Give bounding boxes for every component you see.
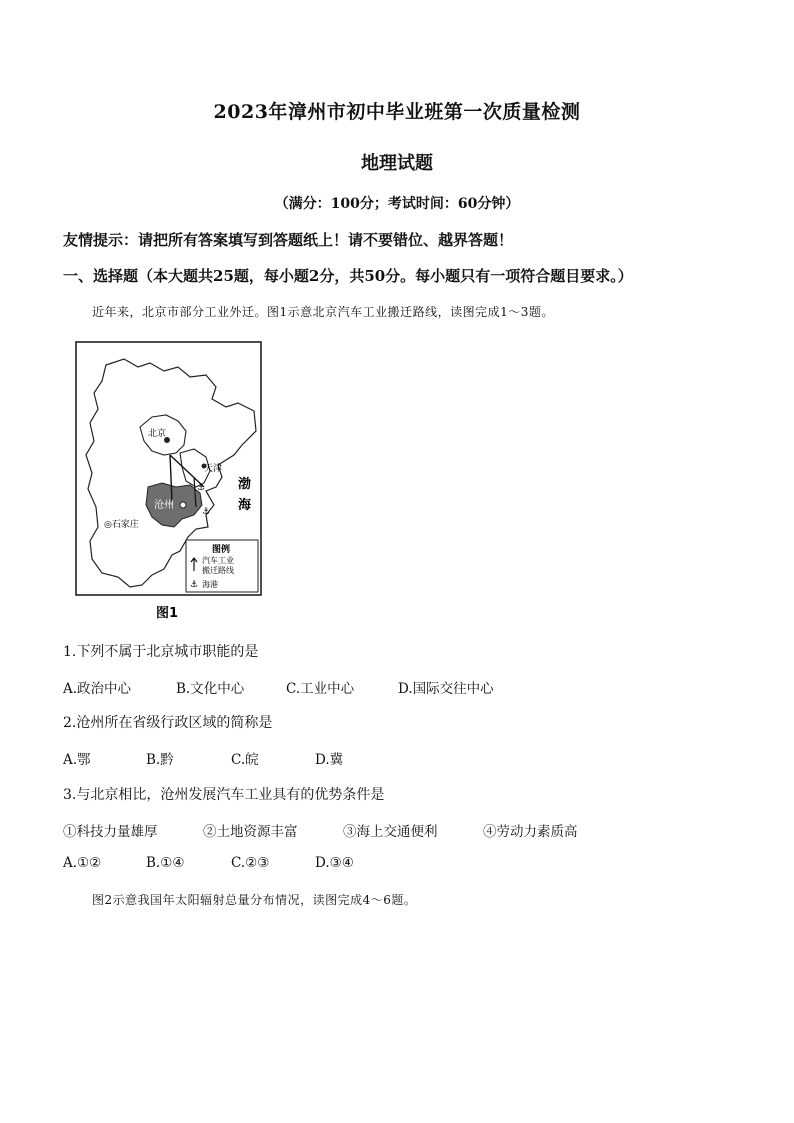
- condition-1: ①科技力量雄厚: [63, 824, 158, 840]
- figure-caption: 图1: [156, 606, 179, 621]
- shijiazhuang-label: ◎石家庄: [104, 520, 139, 530]
- option-c: C.皖: [231, 752, 259, 768]
- anchor-icon: ⚓: [190, 580, 199, 590]
- option-d: D.国际交往中心: [398, 681, 494, 697]
- question-3-options: [0, 855, 794, 875]
- question-2-options: [0, 748, 794, 768]
- option-c: C.工业中心: [286, 681, 355, 697]
- bohai-label-1: 渤: [238, 477, 252, 492]
- legend-route-line2: 搬迁路线: [202, 566, 234, 575]
- option-c: C.②③: [231, 855, 270, 871]
- condition-2: ②土地资源丰富: [203, 824, 298, 840]
- map-svg: [66, 337, 266, 627]
- intro-text-2: 图2示意我国年太阳辐射总量分布情况，读图完成4～6题。: [92, 893, 417, 907]
- condition-4: ④劳动力素质高: [483, 824, 578, 840]
- bohai-label-2: 海: [238, 498, 252, 513]
- option-d: D.冀: [315, 752, 344, 768]
- question-3-conditions: [0, 820, 794, 840]
- section-heading: 一、选择题（本大题共25题，每小题2分，共50分。每小题只有一项符合题目要求。）: [63, 267, 633, 285]
- exam-title: 2023年漳州市初中毕业班第一次质量检测: [213, 101, 581, 123]
- legend-port: 海港: [202, 580, 218, 589]
- tianjin-label: 天津: [204, 464, 223, 474]
- question-2-stem: 2.沧州所在省级行政区域的简称是: [63, 715, 273, 731]
- legend-title: 图例: [212, 545, 231, 555]
- option-b: B.①④: [146, 855, 185, 871]
- cangzhou-label: 沧州: [154, 500, 174, 511]
- figure-1-map: [66, 337, 266, 627]
- anchor-icon: ⚓: [202, 507, 211, 517]
- cangzhou-point: [180, 502, 186, 508]
- question-3-stem: 3.与北京相比，沧州发展汽车工业具有的优势条件是: [63, 787, 385, 803]
- option-a: A.①②: [63, 855, 102, 871]
- beijing-label: 北京: [148, 429, 167, 439]
- subject-title: 地理试题: [361, 153, 433, 174]
- option-a: A.鄂: [63, 752, 91, 768]
- anchor-icon: ⚓: [197, 483, 206, 493]
- question-1-options: [0, 677, 794, 697]
- intro-text-1: 近年来，北京市部分工业外迁。图1示意北京汽车工业搬迁路线，读图完成1～3题。: [92, 305, 554, 319]
- option-b: B.黔: [146, 752, 174, 768]
- notice-text: 友情提示：请把所有答案填写到答题纸上！请不要错位、越界答题！: [63, 231, 514, 249]
- option-a: A.政治中心: [63, 681, 132, 697]
- legend-route-line1: 汽车工业: [202, 556, 234, 565]
- condition-3: ③海上交通便利: [343, 824, 438, 840]
- option-d: D.③④: [315, 855, 354, 871]
- exam-info: （满分：100分；考试时间：60分钟）: [274, 196, 520, 212]
- question-1-stem: 1.下列不属于北京城市职能的是: [63, 644, 259, 660]
- option-b: B.文化中心: [176, 681, 245, 697]
